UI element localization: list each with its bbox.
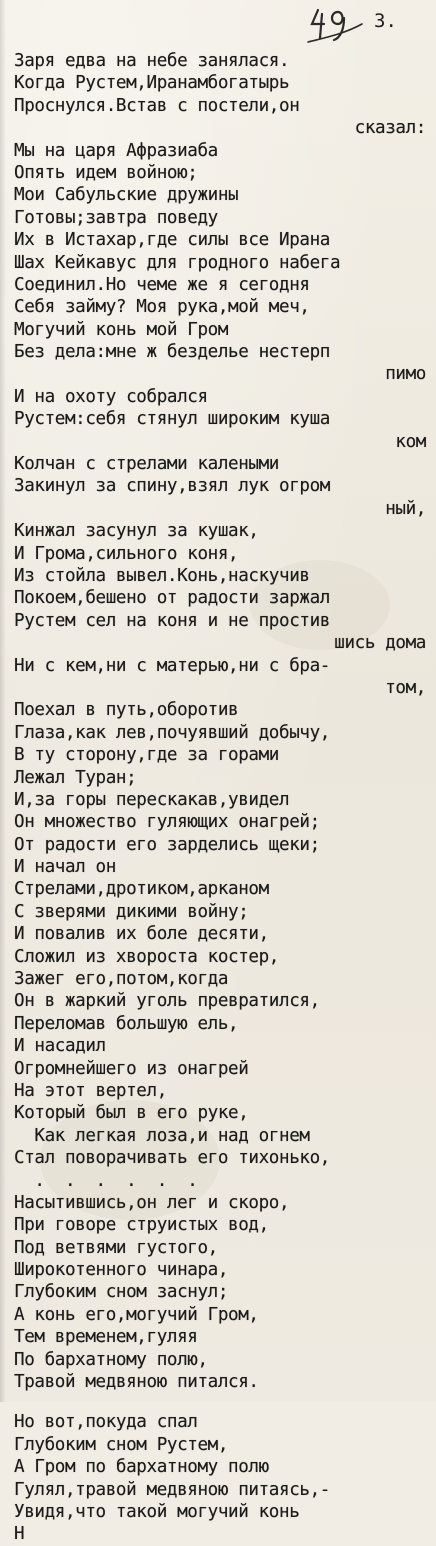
text-line: Рустем сел на коня и не простив (14, 610, 330, 631)
text-line: Травой медвяною питался. (14, 1372, 259, 1393)
text-line: . . . . . . (14, 1170, 198, 1191)
text-line: Проснулся.Встав с постели,он (14, 95, 300, 116)
text-line: Широкотенного чинара, (14, 1260, 229, 1281)
text-line: Который был в его руке, (14, 1103, 249, 1124)
text-line: Закинул за спину,взял лук огром (14, 476, 330, 497)
text-line: Колчан с стрелами калеными (14, 454, 280, 475)
text-line: Глубоким сном Рустем, (14, 1434, 229, 1455)
text-line: В ту сторону,где за горами (14, 745, 280, 766)
text-line: Он в жаркий уголь превратился, (14, 991, 320, 1012)
text-line: Глаза,как лев,почуявший добычу, (14, 722, 330, 743)
text-line: Заря едва на небе занялася. (14, 51, 290, 71)
text-line: Без дела:мне ж безделье нестерп (14, 342, 330, 363)
text-line: ком (395, 431, 426, 452)
text-line: Из стойла вывел.Конь,наскучив (14, 565, 310, 586)
handwritten-page-number-icon (304, 4, 364, 44)
page-edge-shadow (0, 0, 6, 1402)
text-line: И на охоту собрался (14, 386, 208, 407)
text-line: И Грома,сильного коня, (14, 543, 239, 564)
text-line: Покоем,бешено от радости заржал (14, 588, 330, 609)
text-line: Их в Истахар,где силы все Ирана (14, 230, 330, 251)
text-line: Тем временем,гуляя (14, 1327, 198, 1348)
stanza-break (14, 1393, 428, 1411)
text-line: Когда Рустем,Иранамбогатырь (14, 73, 290, 94)
text-line: По бархатному полю, (14, 1349, 208, 1370)
poem-text-block (14, 50, 428, 1546)
text-line: Под ветвями густого, (14, 1237, 218, 1258)
text-line: Шах Кейкавус для гродного набега (14, 252, 341, 273)
text-line: Он множество гуляющих онагрей; (14, 812, 320, 833)
text-line: Но вот,покуда спал (14, 1412, 198, 1433)
text-line: Себя займу? Моя рука,мой меч, (14, 297, 310, 318)
text-line: Как легкая лоза,и над огнем (14, 1125, 310, 1146)
text-line: Поехал в путь,оборотив (14, 700, 239, 721)
text-line: При говоре струистых вод, (14, 1215, 269, 1236)
text-line: Увидя,что такой могучий конь (14, 1502, 300, 1522)
text-line: Опять идем войною; (14, 162, 198, 183)
text-line: Переломав большую ель, (14, 1013, 239, 1034)
text-line: А Гром по бархатному полю (14, 1457, 269, 1478)
text-line: Насытившись,он лег и скоро, (14, 1192, 290, 1213)
text-line: А конь его,могучий Гром, (14, 1304, 259, 1325)
text-line: Глубоким сном заснул; (14, 1282, 229, 1303)
text-line: Лежал Туран; (14, 767, 137, 788)
text-line: С зверями дикими войну; (14, 901, 249, 922)
text-line: Огромнейшего из онагрей (14, 1058, 249, 1079)
text-line: Соединил.Но чеме же я сегодня (14, 274, 310, 295)
text-line: И,за горы перескакав,увидел (14, 789, 290, 810)
text-line: ный, (385, 498, 426, 519)
text-line: Готовы;завтра поведу (14, 207, 218, 228)
page-number: 3. (374, 10, 397, 32)
text-line: Мы на царя Афразиаба (14, 140, 218, 161)
text-line: пимо (385, 364, 426, 385)
text-line: Н (14, 1524, 25, 1545)
text-line: Стал поворачивать его тихонько, (14, 1148, 330, 1169)
text-line: Стрелами,дротиком,арканом (14, 879, 269, 900)
text-line: Сложил из хвороста костер, (14, 946, 280, 967)
text-line: И начал он (14, 857, 116, 878)
text-line: От радости его зарделись щеки; (14, 834, 320, 855)
text-line: том, (385, 677, 426, 698)
text-line: Ни с кем,ни с матерью,ни с бра- (14, 655, 330, 676)
text-line: Зажег его,потом,когда (14, 969, 229, 990)
text-line: Могучий конь мой Гром (14, 319, 229, 340)
text-line: Рустем:себя стянул широким куша (14, 409, 330, 430)
text-line: Мои Сабульские дружины (14, 185, 239, 206)
text-line: И насадил (14, 1036, 106, 1057)
text-line: шись дома (334, 633, 426, 654)
text-line: Гулял,травой медвяною питаясь,- (14, 1479, 330, 1500)
text-line: сказал: (354, 118, 426, 139)
text-line: Кинжал засунул за кушак, (14, 521, 259, 542)
text-line: На этот вертел, (14, 1080, 167, 1101)
text-line: И повалив их боле десяти, (14, 924, 269, 945)
